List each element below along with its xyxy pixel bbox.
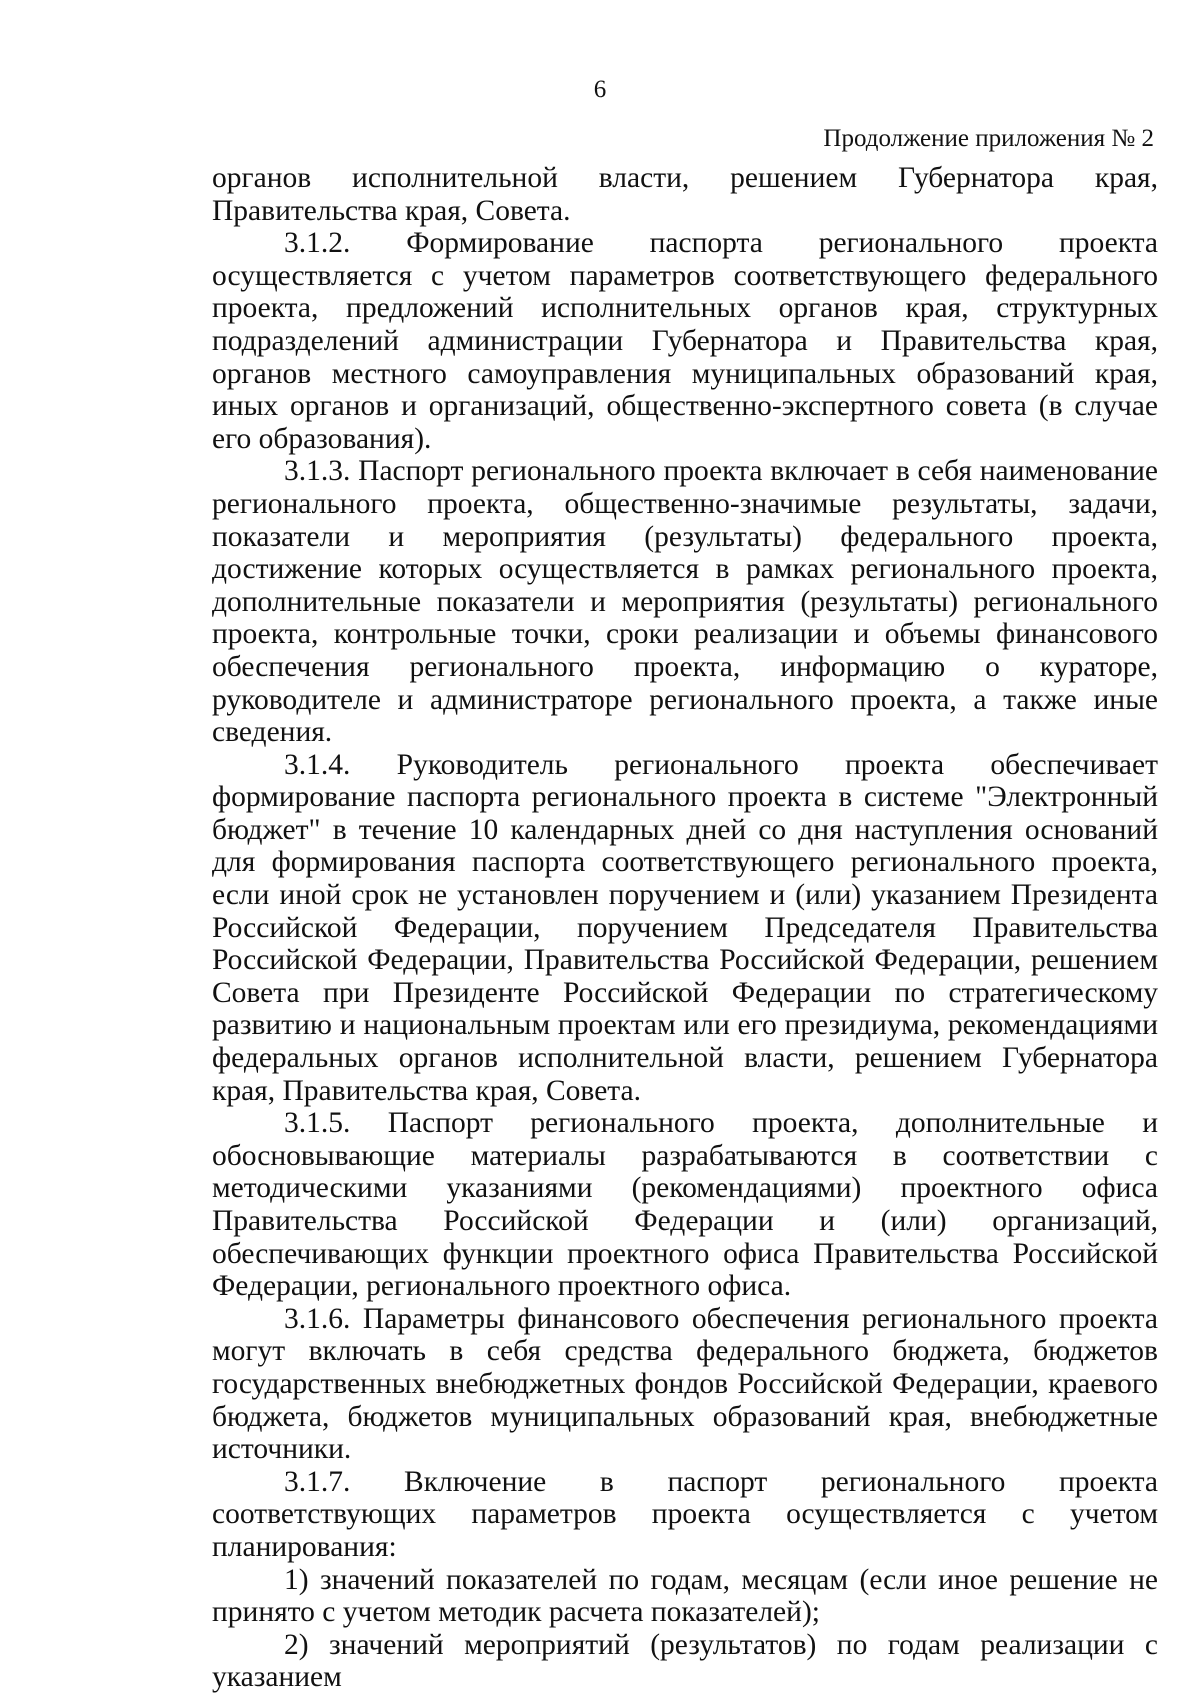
- list-item-1: 1) значений показателей по годам, месяцам (если иное решение не принято с учетом методик расчета показателей);: [212, 1563, 1158, 1629]
- document-body: [212, 162, 1158, 1694]
- appendix-note: Продолжение приложения № 2: [823, 125, 1154, 152]
- paragraph-3-1-4: 3.1.4. Руководитель регионального проекта обеспечивает формирование паспорта регионального проекта в системе "Электронный бюджет" в течение 10 календарных дней со дня наступления оснований для формирования паспорта соответствующего регионального проекта, если иной срок не установлен поручением и (или) указанием Президента Российской Федерации, поручением Председателя Правительства Российской Федерации, Правительства Российской Федерации, решением Совета при Президенте Российской Федерации по стратегическому развитию и национальным проектам или его президиума, рекомендациями федеральных органов исполнительной власти, решением Губернатора края, Правительства края, Совета.: [212, 748, 1158, 1107]
- page-number: 6: [593, 76, 607, 103]
- paragraph-continuation: органов исполнительной власти, решением Губернатора края, Правительства края, Совета.: [212, 162, 1158, 227]
- paragraph-3-1-6: 3.1.6. Параметры финансового обеспечения регионального проекта могут включать в себя средства федерального бюджета, бюджетов государственных внебюджетных фондов Российской Федерации, краевого бюджета, бюджетов муниципальных образований края, внебюджетные источники.: [212, 1302, 1158, 1466]
- paragraph-3-1-5: 3.1.5. Паспорт регионального проекта, дополнительные и обосновывающие материалы разрабатываются в соответствии с методическими указаниями (рекомендациями) проектного офиса Правительства Российской Федерации и (или) организаций, обеспечивающих функции проектного офиса Правительства Российской Федерации, регионального проектного офиса.: [212, 1107, 1158, 1303]
- paragraph-3-1-3: 3.1.3. Паспорт регионального проекта включает в себя наименование регионального проекта, общественно-значимые результаты, задачи, показатели и мероприятия (результаты) федерального проекта, достижение которых осуществляется в рамках регионального проекта, дополнительные показатели и мероприятия (результаты) регионального проекта, контрольные точки, сроки реализации и объемы финансового обеспечения регионального проекта, информацию о кураторе, руководителе и администраторе регионального проекта, а также иные сведения.: [212, 455, 1158, 749]
- list-item-2: 2) значений мероприятий (результатов) по годам реализации с указанием: [212, 1628, 1158, 1694]
- paragraph-3-1-2: 3.1.2. Формирование паспорта регионального проекта осуществляется с учетом параметров соответствующего федерального проекта, предложений исполнительных органов края, структурных подразделений администрации Губернатора и Правительства края, органов местного самоуправления муниципальных образований края, иных органов и организаций, общественно-экспертного совета (в случае его образования).: [212, 227, 1158, 455]
- paragraph-3-1-7: 3.1.7. Включение в паспорт регионального проекта соответствующих параметров проекта осуществляется с учетом планирования:: [212, 1465, 1158, 1563]
